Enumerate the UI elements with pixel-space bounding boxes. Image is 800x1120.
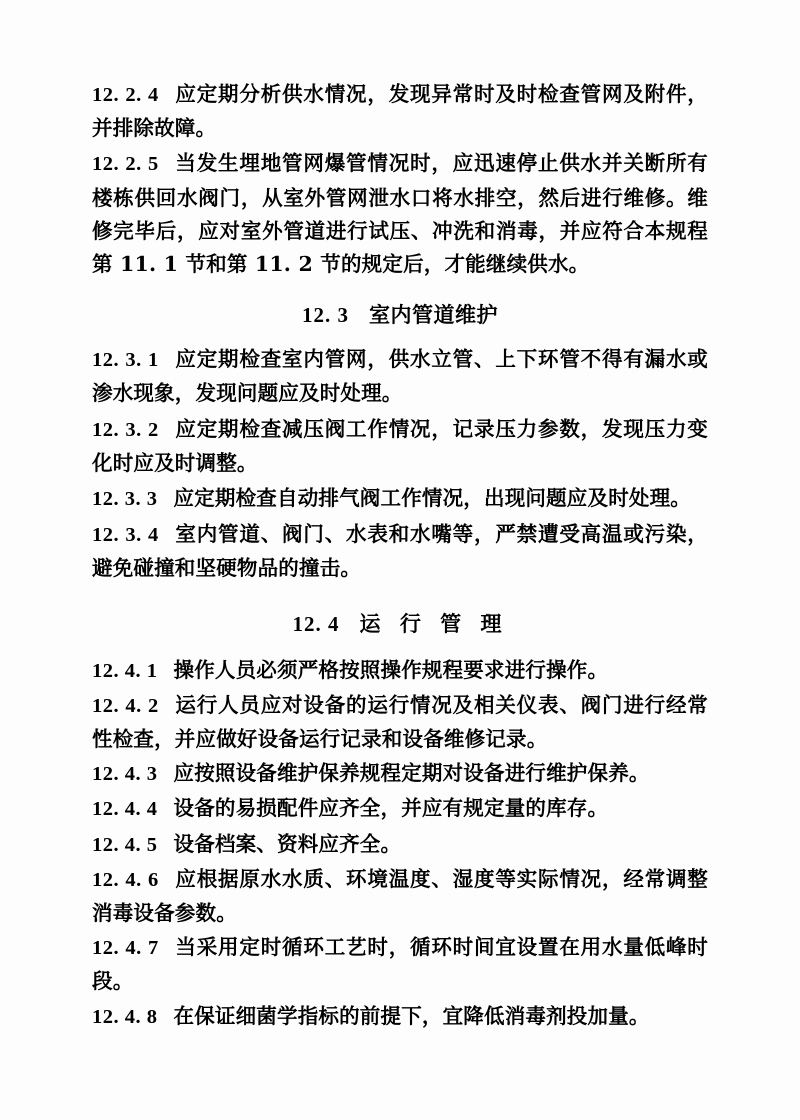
clause-text: 在保证细菌学指标的前提下，宜降低消毒剂投加量。 <box>173 1003 650 1028</box>
clause-text: 操作人员必须严格按照操作规程要求进行操作。 <box>173 657 609 682</box>
clause-12-3-1 <box>92 343 708 410</box>
clause-12-4-4 <box>92 792 708 826</box>
clause-block-12-2 <box>92 78 708 281</box>
clause-text: 应定期检查室内管网，供水立管、上下环管不得有漏水或渗水现象，发现问题应及时处理。 <box>92 347 709 406</box>
section-heading-12-4 <box>92 608 708 638</box>
clause-number: 12. 4. 2 <box>92 694 159 717</box>
clause-number: 12. 3. 3 <box>92 488 158 511</box>
section-number: 12. 4 <box>292 611 340 636</box>
clause-12-4-7 <box>92 931 708 998</box>
clause-12-4-8 <box>92 1000 708 1034</box>
clause-text: 运行人员应对设备的运行情况及相关仪表、阀门进行经常性检查，并应做好设备运行记录和设备维修记录。 <box>92 692 709 752</box>
clause-text: 应定期检查减压阀工作情况，记录压力参数，发现压力变化时应及时调整。 <box>92 416 709 475</box>
clause-12-4-6 <box>92 863 708 930</box>
clause-12-3-2 <box>92 413 708 480</box>
clause-number: 12. 4. 7 <box>92 937 159 960</box>
clause-number: 12. 4. 8 <box>92 1005 158 1028</box>
clause-number: 12. 3. 4 <box>92 524 159 547</box>
clause-number: 12. 4. 5 <box>92 833 158 856</box>
clause-text: 应定期分析供水情况，发现异常时及时检查管网及附件，并排除故障。 <box>92 82 709 141</box>
clause-number: 12. 3. 1 <box>92 349 159 372</box>
clause-text: 应定期检查自动排气阀工作情况，出现问题应及时处理。 <box>173 486 691 511</box>
section-title: 运 行 管 理 <box>359 610 508 636</box>
clause-number: 12. 4. 4 <box>92 798 158 821</box>
clause-text: 当采用定时循环工艺时，循环时间宜设置在用水量低峰时段。 <box>92 935 709 994</box>
clause-text: 应根据原水水质、环境温度、湿度等实际情况，经常调整消毒设备参数。 <box>92 866 709 926</box>
section-heading-12-3 <box>92 299 708 329</box>
clause-12-4-3 <box>92 757 708 791</box>
clause-text: 设备档案、资料应齐全。 <box>173 831 402 856</box>
clause-block-12-4 <box>92 654 708 1034</box>
clause-12-4-1 <box>92 654 708 688</box>
clause-number: 12. 2. 4 <box>92 84 159 106</box>
clause-number: 12. 4. 3 <box>92 763 158 786</box>
clause-12-4-5 <box>92 828 708 862</box>
section-title: 室内管道维护 <box>369 302 498 328</box>
clause-block-12-3 <box>92 343 708 585</box>
clause-text: 设备的易损配件应齐全，并应有规定量的库存。 <box>173 796 609 821</box>
clause-number: 12. 3. 2 <box>92 418 159 441</box>
clause-12-2-4 <box>92 78 708 145</box>
section-number: 12. 3 <box>302 303 349 328</box>
clause-12-3-3 <box>92 482 708 516</box>
clause-12-3-4 <box>92 518 708 585</box>
clause-number: 12. 2. 5 <box>92 153 159 176</box>
clause-12-2-5 <box>92 147 708 281</box>
clause-text: 当发生埋地管网爆管情况时，应迅速停止供水并关断所有楼栋供回水阀门，从室外管网泄水口将水排空，然后进行维修。维修完毕后，应对室外管道进行试压、冲洗和消毒，并应符合本规程第 11. 1 节和第 11. 2 节的规定后，才能继续供水。 <box>92 151 709 277</box>
clause-text: 室内管道、阀门、水表和水嘴等，严禁遭受高温或污染，避免碰撞和坚硬物品的撞击。 <box>92 522 709 581</box>
clause-text: 应按照设备维护保养规程定期对设备进行维护保养。 <box>173 761 650 786</box>
clause-number: 12. 4. 1 <box>92 659 158 682</box>
clause-number: 12. 4. 6 <box>92 868 159 891</box>
clause-12-4-2 <box>92 689 708 756</box>
